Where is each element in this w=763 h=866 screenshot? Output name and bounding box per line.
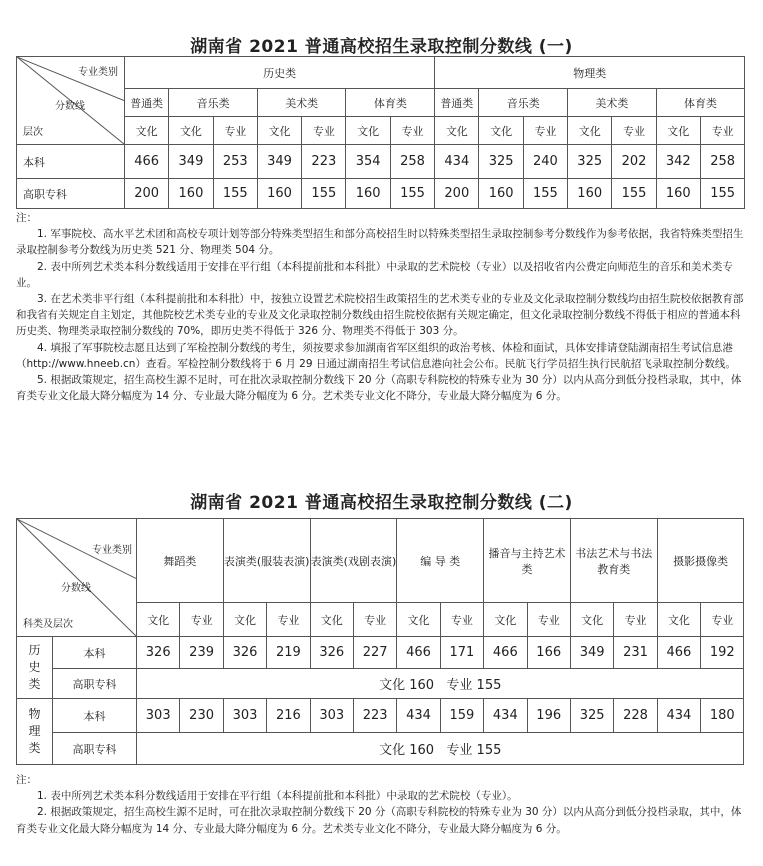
note-item: 1. 表中所列艺术类本科分数线适用于安排在平行组（本科提前批和本科批）中录取的艺术院校（专业）。 <box>37 790 518 803</box>
table-row <box>17 637 744 669</box>
subgroup: 体育类 <box>346 89 435 117</box>
score-cell: 325 <box>568 145 612 179</box>
score-cell: 239 <box>180 637 223 669</box>
score-cell: 325 <box>479 145 523 179</box>
score-cell: 326 <box>223 637 266 669</box>
corner-label-score: 分数线 <box>61 583 91 594</box>
score-cell: 434 <box>657 699 700 733</box>
merged-score-cell: 文化 160 专业 155 <box>137 733 744 765</box>
score-cell: 258 <box>390 145 434 179</box>
col-header: 文化 <box>346 117 390 145</box>
col-header: 专业 <box>180 603 223 637</box>
category-header: 播音与主持艺术类 <box>484 519 571 603</box>
score-cell: 258 <box>700 145 744 179</box>
score-cell: 303 <box>137 699 180 733</box>
col-header: 文化 <box>125 117 169 145</box>
score-cell: 466 <box>484 637 527 669</box>
score-cell: 166 <box>527 637 570 669</box>
group-physics: 物理类 <box>435 57 745 89</box>
col-header: 文化 <box>397 603 440 637</box>
corner-label-category: 专业类别 <box>92 545 132 556</box>
col-header: 专业 <box>267 603 310 637</box>
score-cell: 159 <box>440 699 483 733</box>
score-cell: 155 <box>390 179 434 209</box>
score-cell: 466 <box>125 145 169 179</box>
subgroup: 美术类 <box>568 89 657 117</box>
score-cell: 228 <box>614 699 657 733</box>
score-cell: 160 <box>346 179 390 209</box>
corner-label-score: 分数线 <box>55 101 85 112</box>
table-row <box>17 179 745 209</box>
score-cell: 160 <box>257 179 301 209</box>
table1-title: 湖南省 2021 普通高校招生录取控制分数线 (一) <box>190 37 573 57</box>
table-row <box>17 699 744 733</box>
score-cell: 171 <box>440 637 483 669</box>
notes-2 <box>16 772 748 837</box>
row-label: 高职专科 <box>53 669 137 699</box>
score-cell: 466 <box>657 637 700 669</box>
col-header: 文化 <box>570 603 613 637</box>
note-item: 3. 在艺术类非平行组（本科提前批和本科批）中，按独立设置艺术院校招生政策招生的艺术类专业的专业及文化录取控制分数线均由招生院校依据教育部和我省有关规定自主划定，其他院校艺术类专业的专业及文化录取控制分数线由招生院校依据有关规定确定，但文化录取控制分数线不得低于相应的普通本科历史类、物理类录取控制分数线的 70%，即历史类不得低于 326 分、物理类不得低于 303 分。 <box>16 293 744 338</box>
col-header: 文化 <box>657 603 700 637</box>
col-header: 文化 <box>479 117 523 145</box>
score-cell: 223 <box>302 145 346 179</box>
score-cell: 155 <box>213 179 257 209</box>
note-item: 5. 根据政策规定，招生高校生源不足时，可在批次录取控制分数线下 20 分（高职专科院校的特殊专业为 30 分）以内从高分到低分投档录取，其中，体育类专业文化最大降分幅度为 14 分、专业最大降分幅度为 6 分。艺术类专业文化不降分，专业最大降分幅度为 6 分。 <box>16 374 742 403</box>
col-header: 专业 <box>523 117 567 145</box>
table-row <box>17 733 744 765</box>
col-header: 文化 <box>257 117 301 145</box>
score-table-2 <box>16 518 744 765</box>
subgroup: 美术类 <box>257 89 346 117</box>
section-label-physics: 物理类 <box>17 699 53 765</box>
score-cell: 326 <box>310 637 353 669</box>
score-cell: 192 <box>701 637 744 669</box>
score-cell: 349 <box>169 145 213 179</box>
notes-1 <box>16 210 748 404</box>
subgroup: 音乐类 <box>169 89 258 117</box>
note-item: 2. 表中所列艺术类本科分数线适用于安排在平行组（本科提前批和本科批）中录取的艺术院校（专业）以及招收省内公费定向师范生的音乐和美术类专业。 <box>16 260 733 289</box>
table1-corner <box>17 57 125 145</box>
col-header: 文化 <box>484 603 527 637</box>
score-cell: 434 <box>435 145 479 179</box>
score-cell: 230 <box>180 699 223 733</box>
col-header: 文化 <box>169 117 213 145</box>
col-header: 文化 <box>223 603 266 637</box>
section-label-history: 历史类 <box>17 637 53 699</box>
corner-label-level: 科类及层次 <box>23 619 73 630</box>
col-header: 文化 <box>137 603 180 637</box>
score-cell: 160 <box>479 179 523 209</box>
col-header: 专业 <box>612 117 656 145</box>
score-cell: 303 <box>223 699 266 733</box>
score-cell: 180 <box>701 699 744 733</box>
row-label: 高职专科 <box>17 179 125 209</box>
category-header: 摄影摄像类 <box>657 519 744 603</box>
row-label: 高职专科 <box>53 733 137 765</box>
col-header: 专业 <box>700 117 744 145</box>
subgroup: 普通类 <box>125 89 169 117</box>
col-header: 专业 <box>701 603 744 637</box>
col-header: 专业 <box>302 117 346 145</box>
notes-head: 注： <box>16 212 37 224</box>
score-cell: 231 <box>614 637 657 669</box>
note-item: 1. 军事院校、高水平艺术团和高校专项计划等部分特殊类型招生和部分高校招生时以特殊类型招生录取控制参考分数线作为参考依据，我省特殊类型招生录取控制参考分数线为历史类 521 分、物理类 504 分。 <box>16 228 744 257</box>
col-header: 文化 <box>568 117 612 145</box>
corner-label-category: 专业类别 <box>78 67 118 78</box>
score-cell: 219 <box>267 637 310 669</box>
score-cell: 223 <box>353 699 396 733</box>
table2-title: 湖南省 2021 普通高校招生录取控制分数线 (二) <box>190 493 573 513</box>
col-header: 文化 <box>310 603 353 637</box>
note-item: 2. 根据政策规定，招生高校生源不足时，可在批次录取控制分数线下 20 分（高职专科院校的特殊专业为 30 分）以内从高分到低分投档录取，其中，体育类专业文化最大降分幅度为 14 分、专业最大降分幅度为 6 分。艺术类专业文化不降分，专业最大降分幅度为 6 分。 <box>16 806 742 835</box>
score-cell: 155 <box>523 179 567 209</box>
score-cell: 434 <box>484 699 527 733</box>
score-cell: 466 <box>397 637 440 669</box>
score-cell: 155 <box>302 179 346 209</box>
score-cell: 253 <box>213 145 257 179</box>
subgroup: 普通类 <box>435 89 479 117</box>
col-header: 文化 <box>656 117 700 145</box>
score-cell: 326 <box>137 637 180 669</box>
score-cell: 349 <box>570 637 613 669</box>
score-cell: 200 <box>435 179 479 209</box>
category-header: 表演类(服装表演) <box>223 519 310 603</box>
corner-label-level: 层次 <box>23 127 43 138</box>
score-cell: 216 <box>267 699 310 733</box>
note-item: 4. 填报了军事院校志愿且达到了军检控制分数线的考生，须按要求参加湖南省军区组织的政治考核、体检和面试，具体安排请登陆湖南招生考试信息港（http://www.hneeb.cn）查看。军检控制分数线将于 6 月 29 日通过湖南招生考试信息港向社会公布。民航飞行学员招生执行民航招飞录取控制分数线。 <box>16 341 736 370</box>
group-history: 历史类 <box>125 57 435 89</box>
table1-col-header-row <box>17 117 745 145</box>
category-header: 表演类(戏剧表演) <box>310 519 397 603</box>
col-header: 专业 <box>614 603 657 637</box>
merged-score-cell: 文化 160 专业 155 <box>137 669 744 699</box>
score-cell: 349 <box>257 145 301 179</box>
col-header: 专业 <box>440 603 483 637</box>
score-cell: 160 <box>169 179 213 209</box>
row-label: 本科 <box>53 699 137 733</box>
score-cell: 303 <box>310 699 353 733</box>
score-table-1 <box>16 56 745 209</box>
score-cell: 155 <box>700 179 744 209</box>
category-header: 舞蹈类 <box>137 519 224 603</box>
col-header: 专业 <box>353 603 396 637</box>
score-cell: 160 <box>568 179 612 209</box>
score-cell: 240 <box>523 145 567 179</box>
col-header: 专业 <box>390 117 434 145</box>
subgroup: 体育类 <box>656 89 745 117</box>
table-row <box>17 669 744 699</box>
notes-head: 注： <box>16 774 37 786</box>
col-header: 文化 <box>435 117 479 145</box>
score-cell: 227 <box>353 637 396 669</box>
score-cell: 196 <box>527 699 570 733</box>
score-cell: 342 <box>656 145 700 179</box>
table2-corner <box>17 519 137 637</box>
table-row <box>17 145 745 179</box>
score-cell: 200 <box>125 179 169 209</box>
category-header: 编 导 类 <box>397 519 484 603</box>
score-cell: 202 <box>612 145 656 179</box>
score-cell: 354 <box>346 145 390 179</box>
col-header: 专业 <box>213 117 257 145</box>
col-header: 专业 <box>527 603 570 637</box>
subgroup: 音乐类 <box>479 89 568 117</box>
score-cell: 155 <box>612 179 656 209</box>
score-cell: 325 <box>570 699 613 733</box>
score-cell: 434 <box>397 699 440 733</box>
category-header: 书法艺术与书法教育类 <box>570 519 657 603</box>
row-label: 本科 <box>53 637 137 669</box>
row-label: 本科 <box>17 145 125 179</box>
score-cell: 160 <box>656 179 700 209</box>
